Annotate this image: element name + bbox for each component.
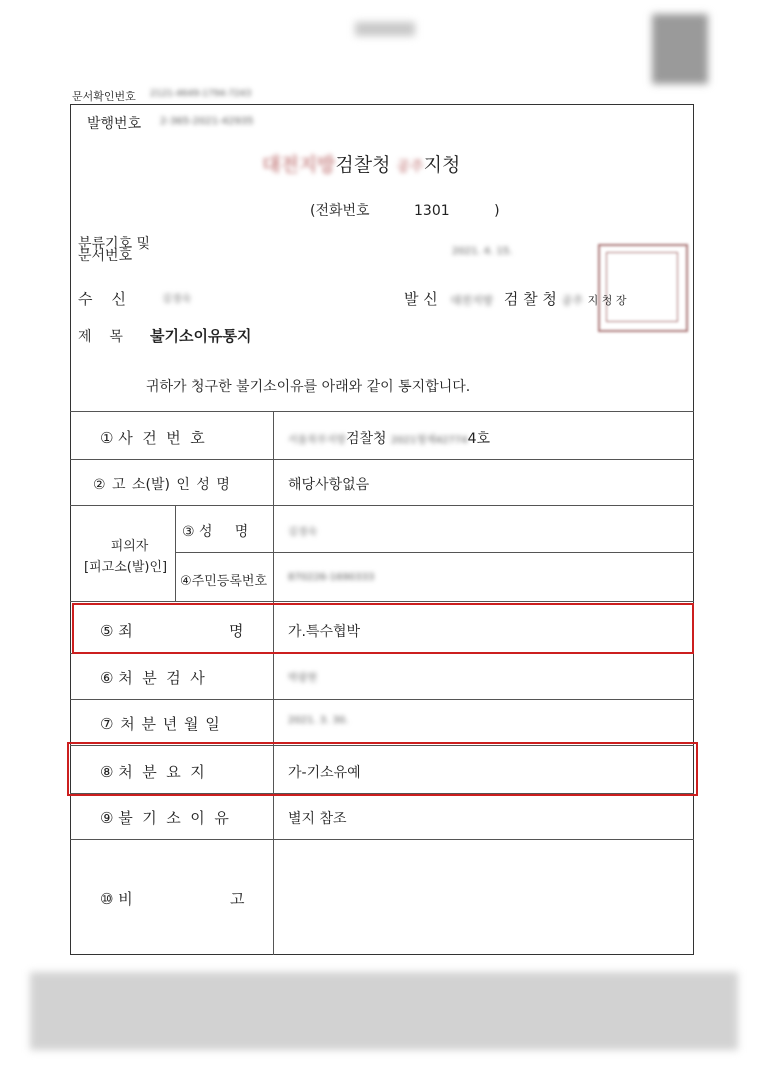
reason-value: 별지 참조 [288,811,347,827]
row-divider [70,459,694,460]
intro-text: 귀하가 청구한 불기소이유를 아래와 같이 통지합니다. [146,379,471,395]
top-scan-mark [355,22,415,36]
row-divider [175,552,694,553]
class-label: 분류기호 및 문서번호 [78,236,151,264]
issue-label: 발행번호 [87,116,142,132]
prosecutor-value: 박광현 [288,673,317,684]
footer-blurred [30,972,738,1050]
column-divider [175,505,176,601]
complainant-value: 해당사항없음 [288,477,370,493]
recipient-value: 김경숙 [162,294,191,305]
suspect-name-label: ③ 성 명 [182,524,249,540]
qr-code [652,14,708,84]
disposal-date-label: ⑦ 처 분 년 월 일 [100,715,220,733]
table-top-line [70,411,694,412]
row-divider [70,839,694,840]
official-seal-inner [606,252,678,322]
row-divider [70,699,694,700]
suspect-group-label: 피의자 [피고소(발)인] [84,539,168,575]
office-title: 대전지방검찰청 공주지청 [262,154,461,176]
suspect-name-value: 김경숙 [288,527,317,538]
sender-line: 발 신 대전지방 검 찰 청 공주 지 청 장 [404,290,627,308]
remarks-label-end: 고 [230,890,245,908]
suspect-id-label: ④주민등록번호 [180,574,268,589]
doc-confirm-value: 2121-4649-1794-7243 [150,89,252,99]
suspect-id-value: 870226-1690333 [288,572,375,583]
subject-label: 제 목 [78,329,123,345]
case-no-label: ① 사 건 번 호 [100,429,205,447]
prosecutor-label: ⑥ 처 분 검 사 [100,669,205,687]
issue-value: 2-365-2021-42935 [160,116,254,127]
reason-label: ⑨ 불 기 소 이 유 [100,809,229,827]
crime-label-end: 명 [229,622,244,640]
column-divider [273,411,274,955]
recipient-label: 수 신 [78,290,127,308]
doc-confirm-label: 문서확인번호 [72,90,136,103]
complainant-label: ② 고 소(발) 인 성 명 [93,477,230,493]
crime-label: ⑤ 죄 [100,622,133,640]
disposal-gist-highlight [67,742,698,796]
doc-date: 2021. 4. 15. [452,246,513,257]
disposal-gist-label: ⑧ 처 분 요 지 [100,763,205,781]
disposal-date-value: 2021. 3. 30. [288,715,349,726]
phone-line: (전화번호 1301 ) [310,203,500,219]
row-divider [70,505,694,506]
disposal-gist-value: 가-기소유예 [288,765,361,781]
case-no-value: 서울북부지방검찰청 2021형제427744호 [288,431,491,447]
subject-value: 불기소이유통지 [150,327,252,345]
crime-value: 가.특수협박 [288,624,361,640]
row-divider [70,601,694,602]
crime-row-highlight [72,603,694,654]
remarks-label: ⑩ 비 [100,890,133,908]
